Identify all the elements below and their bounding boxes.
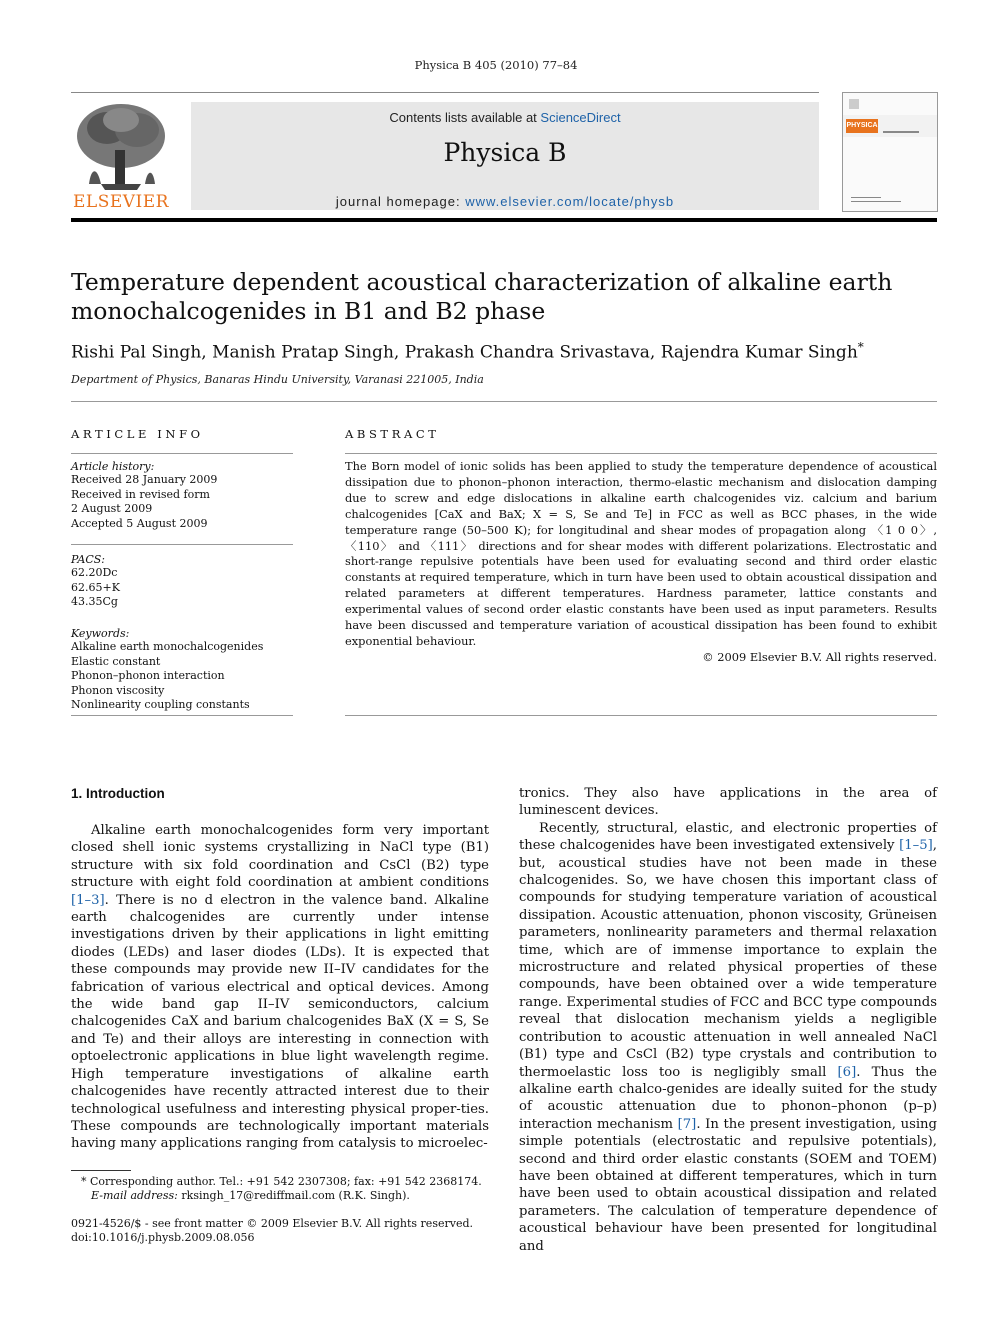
pacs-code: 62.65+K	[71, 580, 120, 594]
elsevier-logo	[71, 100, 171, 212]
history-line: Accepted 5 August 2009	[71, 516, 208, 530]
corresponding-mark[interactable]: *	[857, 340, 864, 354]
citation-link[interactable]: [1–3]	[71, 892, 105, 908]
author-list: Rishi Pal Singh, Manish Pratap Singh, Prakash Chandra Srivastava, Rajendra Kumar Singh*	[71, 340, 864, 363]
journal-banner	[191, 102, 819, 210]
keyword: Phonon viscosity	[71, 683, 165, 697]
homepage-line: journal homepage: www.elsevier.com/locate/physb	[335, 194, 675, 209]
intro-left-column	[71, 822, 489, 1153]
homepage-link[interactable]: www.elsevier.com/locate/physb	[465, 194, 675, 209]
intro-right-column	[519, 785, 937, 1255]
history-line: 2 August 2009	[71, 502, 153, 515]
doi-line[interactable]: doi:10.1016/j.physb.2009.08.056	[71, 1231, 255, 1244]
pacs-list: PACS: 62.20Dc 62.65+K 43.35Cg	[71, 553, 293, 610]
keyword: Phonon–phonon interaction	[71, 669, 225, 682]
citation-link[interactable]: [6]	[837, 1064, 857, 1080]
issn-line: 0921-4526/$ - see front matter © 2009 Elsevier B.V. All rights reserved.	[71, 1217, 473, 1230]
cover-badge: PHYSICA	[846, 119, 878, 133]
citation-link[interactable]: [1–5]	[899, 838, 933, 854]
abstract-text: The Born model of ionic solids has been applied to study the temperature dependence of acoustical dissipation due to phonon–phonon interaction, thermo-elastic mechanism and dislocation damping due to screw and edge dislocations in alkaline earth chalcogenides viz. calcium and barium chalcogenides [CaX and BaX; X = S, Se and Te] in FCC as well as BCC phases, in the wide temperature range (50–500 K); for longitudinal and shear modes of propagation along 〈1 0 0〉, 〈110〉 and 〈111〉 directions and for shear modes with different polarizations. Electrostatic and short-range repulsive potentials have been used for evaluating second and third order elastic constants at required temperature, which in turn have been used to obtain acoustical dissipation and related parameters at different temperatures. Hardness parameter, lattice constants and experimental values of second order elastic constants have been used as input parameters. Results have been discussed and temperature variation of acoustical dissipation has been found to exhibit exponential behaviour.	[345, 459, 937, 648]
article-history: Article history: Received 28 January 2009 Received in revised form 2 August 2009 Accepted 5 August 2009	[71, 460, 293, 531]
abstract-copyright: © 2009 Elsevier B.V. All rights reserved.	[702, 649, 937, 664]
keywords-list: Keywords: Alkaline earth monochalcogenides Elastic constant Phonon–phonon interaction Phonon viscosity Nonlinearity coupling constants	[71, 627, 293, 713]
citation-link[interactable]: [7]	[677, 1116, 697, 1132]
header-rule	[71, 92, 819, 93]
keyword: Nonlinearity coupling constants	[71, 698, 250, 711]
journal-title: Physica B	[443, 138, 567, 167]
intro-paragraph: tronics. They also have applications in the area of luminescent devices.	[519, 786, 937, 819]
email-address[interactable]: rksingh_17@rediffmail.com (R.K. Singh).	[181, 1189, 410, 1202]
footnote: * Corresponding author. Tel.: +91 542 2307308; fax: +91 542 2368174. E-mail address: rksingh_17@rediffmail.com (R.K. Singh).	[81, 1175, 482, 1202]
header-thick-rule	[71, 218, 937, 222]
intro-paragraph: Recently, structural, elastic, and electronic properties of these chalcogenides have been investigated extensively [1–5], but, acoustical studies have not been made in these chalcogenides. So, we have chosen this important class of compounds for studying temperature variation of acoustical dissipation. Acoustic attenuation, phonon viscosity, Grüneisen parameters, nonlinearity parameters and thermal relaxation time, which are of immense importance to explain the microstructure and related physical properties of these compounds, have been obtained over a wide temperature range. Experimental studies of FCC and BCC type compounds reveal that dislocation mechanism yields a negligible contribution to acoustic attenuation in well annealed NaCl (B1) type and CsCl (B2) type crystals and contribution to thermoelastic loss too is negligibly small [6]. Thus the alkaline earth chalco-genides are ideally suited for the study of acoustic attenuation due to phonon–phonon (p–p) interaction mechanism [7]. In the present investigation, using simple potentials (electrostatic and repulsive potentials), second and third order elastic constants (SOEM and TOEM) have been obtained at different temperatures, which in turn have been used to obtain acoustical dissipation and related parameters. The calculation of temperature dependence of acoustical behaviour have been presented for longitudinal and	[519, 820, 937, 1254]
pacs-code: 43.35Cg	[71, 595, 118, 608]
history-line: Received in revised form	[71, 487, 210, 501]
footnote-rule	[71, 1170, 131, 1171]
journal-cover-thumbnail	[842, 92, 938, 212]
intro-paragraph: Alkaline earth monochalcogenides form very important closed shell ionic systems crystallizing in NaCl type (B1) structure with six fold coordination and CsCl (B2) type structure with eight fold coordination at ambient conditions [1–3]. There is no d electron in the valence band. Alkaline earth chalcogenides are currently under intense investigations driven by their applications in light emitting diodes (LEDs) and laser diodes (LDs). It is expected that these compounds may provide new II–IV candidates for the fabrication of various electrical and optical devices. Among the wide band gap II–IV semiconductors, calcium chalcogenides CaX and barium chalcogenides BaX (X = S, Se and Te) and their alloys are interesting in connection with optoelectronic applications in blue light wavelength regime. High temperature investigations of alkaline earth chalcogenides have recently attracted interest due to their technological usefulness and interesting physical proper-ties. These compounds are technologically important materials having many applications ranging from catalysis to microelec-	[71, 823, 489, 1152]
tree-icon	[71, 100, 171, 192]
section-rule	[71, 401, 937, 402]
history-line: Received 28 January 2009	[71, 473, 218, 486]
abstract-heading: ABSTRACT	[345, 427, 440, 441]
sciencedirect-link[interactable]: ScienceDirect	[540, 110, 621, 125]
article-info-heading: ARTICLE INFO	[71, 427, 204, 441]
journal-reference: Physica B 405 (2010) 77–84	[414, 58, 578, 72]
contents-line: Contents lists available at ScienceDirect	[389, 110, 621, 125]
publisher-name: ELSEVIER	[73, 192, 169, 212]
section-heading-introduction: 1. Introduction	[71, 786, 165, 801]
keyword: Alkaline earth monochalcogenides	[71, 640, 264, 653]
abstract-body	[345, 459, 937, 666]
keyword: Elastic constant	[71, 654, 161, 668]
pacs-code: 62.20Dc	[71, 566, 118, 579]
affiliation: Department of Physics, Banaras Hindu University, Varanasi 221005, India	[71, 373, 484, 386]
article-title: Temperature dependent acoustical characterization of alkaline earth monochalcogenides in B1 and B2 phase	[71, 268, 893, 325]
